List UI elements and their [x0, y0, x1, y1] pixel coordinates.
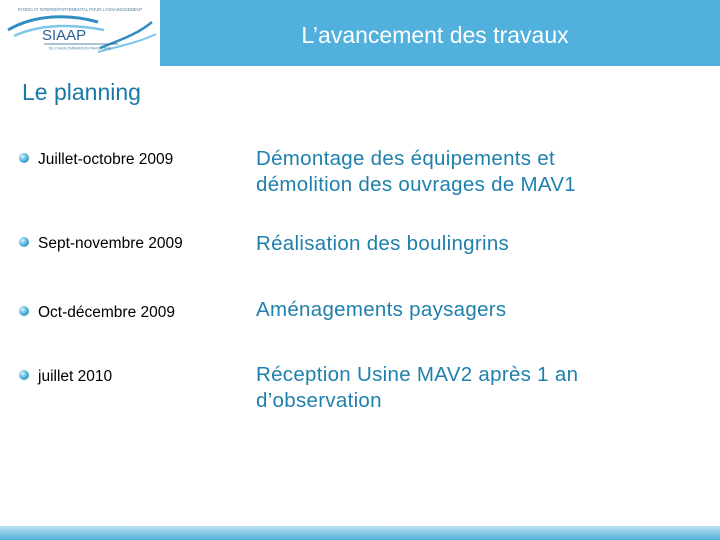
planning-description-line: Démontage des équipements et — [256, 147, 556, 170]
logo-tagline-top: SYNDICAT INTERDÉPARTEMENTAL POUR L'ASSAINISSEMENT — [17, 7, 143, 12]
planning-description-line: Aménagements paysagers — [256, 298, 507, 321]
planning-date: Sept-novembre 2009 — [38, 235, 183, 252]
planning-description — [256, 297, 696, 323]
planning-description-line: Réalisation des boulingrins — [256, 232, 510, 255]
bullet-icon — [19, 153, 29, 163]
planning-description-line: d’observation — [256, 389, 382, 412]
siaap-logo — [0, 0, 160, 66]
planning-description — [256, 231, 696, 257]
planning-date: Oct-décembre 2009 — [38, 304, 175, 321]
logo-tagline-bottom: DE L'AGGLOMÉRATION PARISIENNE — [48, 46, 112, 51]
planning-date: Juillet-octobre 2009 — [38, 151, 174, 168]
header-bar — [0, 0, 720, 66]
footer-band — [0, 526, 720, 540]
bullet-icon — [19, 370, 29, 380]
planning-date: juillet 2010 — [38, 368, 113, 385]
planning-description-line: démolition des ouvrages de MAV1 — [256, 173, 577, 196]
page-title: L’avancement des travaux — [301, 22, 569, 48]
section-subtitle: Le planning — [22, 79, 141, 105]
bullet-icon — [19, 306, 29, 316]
siaap-logo-icon — [0, 0, 160, 66]
planning-description-line: Réception Usine MAV2 après 1 an — [256, 363, 579, 386]
bullet-icon — [19, 237, 29, 247]
planning-description — [256, 146, 696, 198]
planning-description — [256, 362, 696, 414]
logo-text: SIAAP — [42, 27, 87, 44]
